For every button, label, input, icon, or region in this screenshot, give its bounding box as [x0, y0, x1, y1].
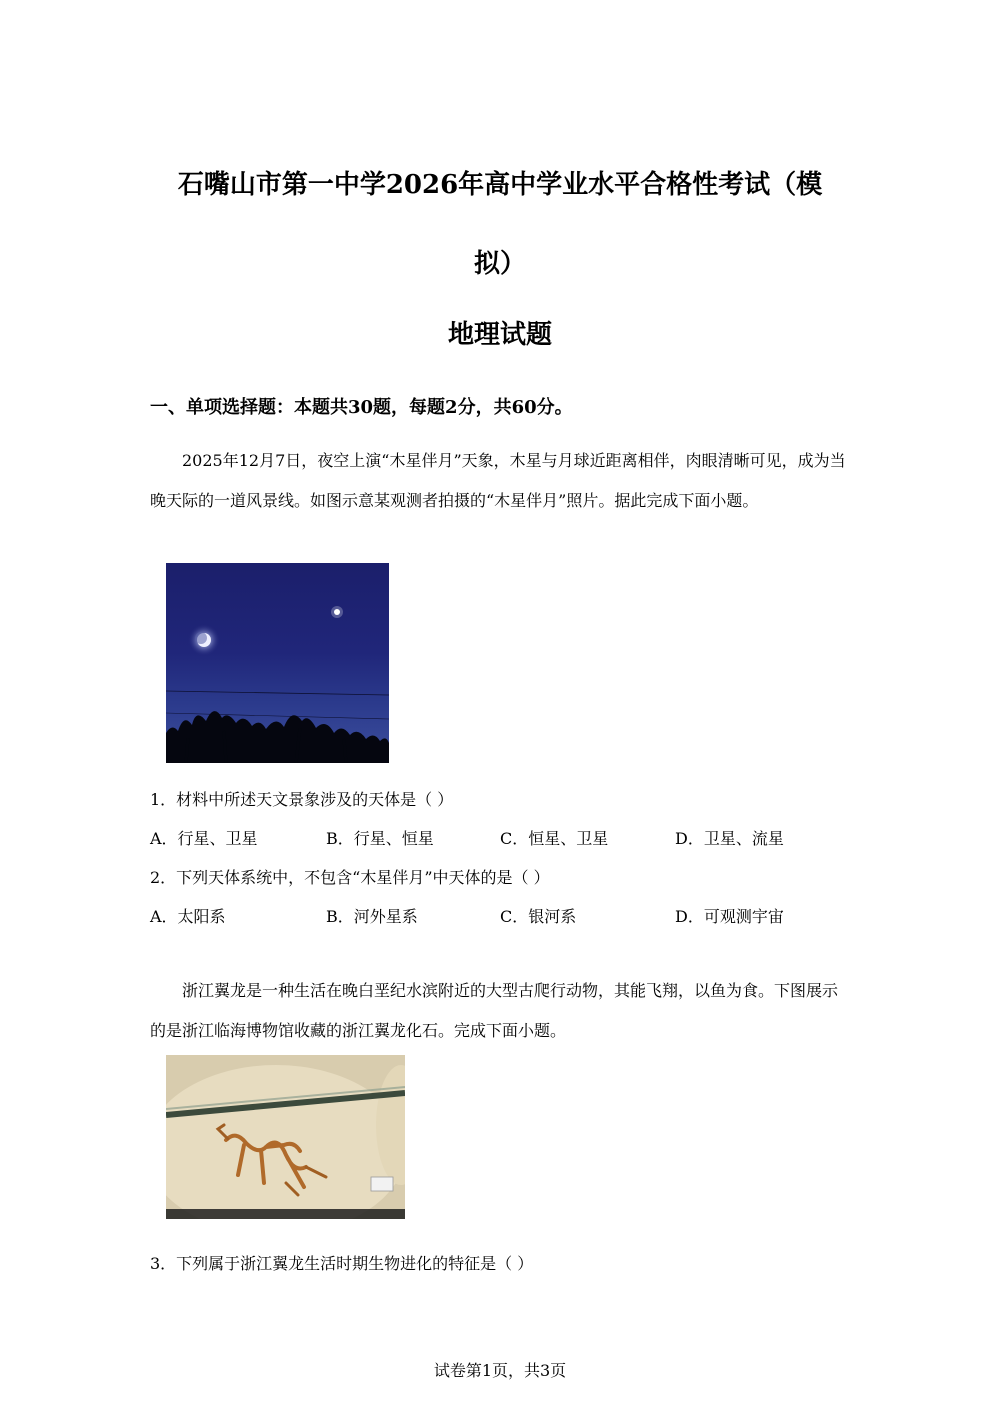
- q2-option-c[interactable]: C．银河系: [500, 907, 577, 926]
- subject-title: 地理试题: [447, 320, 552, 350]
- pterosaur-fossil-photo: [166, 1055, 405, 1219]
- q1-option-b[interactable]: B．行星、恒星: [326, 829, 434, 848]
- q1-option-a[interactable]: A．行星、卫星: [150, 829, 258, 848]
- passage-2: 浙江翼龙是一种生活在晚白垩纪水滨附近的大型古爬行动物，其能飞翔，以鱼为食。下图展示的是浙江临海博物馆收藏的浙江翼龙化石。完成下面小题。: [150, 981, 839, 1040]
- exam-title-line-2: 拟）: [473, 249, 526, 279]
- question-2-stem: 2．下列天体系统中，不包含“木星伴月”中天体的是（ ）: [150, 868, 550, 887]
- night-sky-illustration: [166, 563, 389, 763]
- exam-title-line-1: 石嘴山市第一中学2026年高中学业水平合格性考试（模: [177, 170, 823, 200]
- jupiter-moon-photo: [166, 563, 389, 763]
- q2-option-a[interactable]: A．太阳系: [150, 907, 226, 926]
- q2-option-b[interactable]: B．河外星系: [326, 907, 418, 926]
- section-heading: 一、单项选择题：本题共30题，每题2分，共60分。: [150, 397, 573, 418]
- page-footer: 试卷第1页，共3页: [433, 1361, 567, 1380]
- q1-option-c[interactable]: C．恒星、卫星: [500, 829, 609, 848]
- passage-1: 2025年12月7日，夜空上演“木星伴月”天象，木星与月球近距离相伴，肉眼清晰可见，成为当晚天际的一道风景线。如图示意某观测者拍摄的“木星伴月”照片。据此完成下面小题。: [150, 451, 846, 510]
- question-1-stem: 1．材料中所述天文景象涉及的天体是（ ）: [150, 790, 454, 809]
- q1-option-d[interactable]: D．卫星、流星: [675, 829, 784, 848]
- fossil-illustration: [166, 1055, 405, 1219]
- q2-option-d[interactable]: D．可观测宇宙: [675, 907, 784, 926]
- question-3-stem: 3．下列属于浙江翼龙生活时期生物进化的特征是（ ）: [150, 1254, 534, 1273]
